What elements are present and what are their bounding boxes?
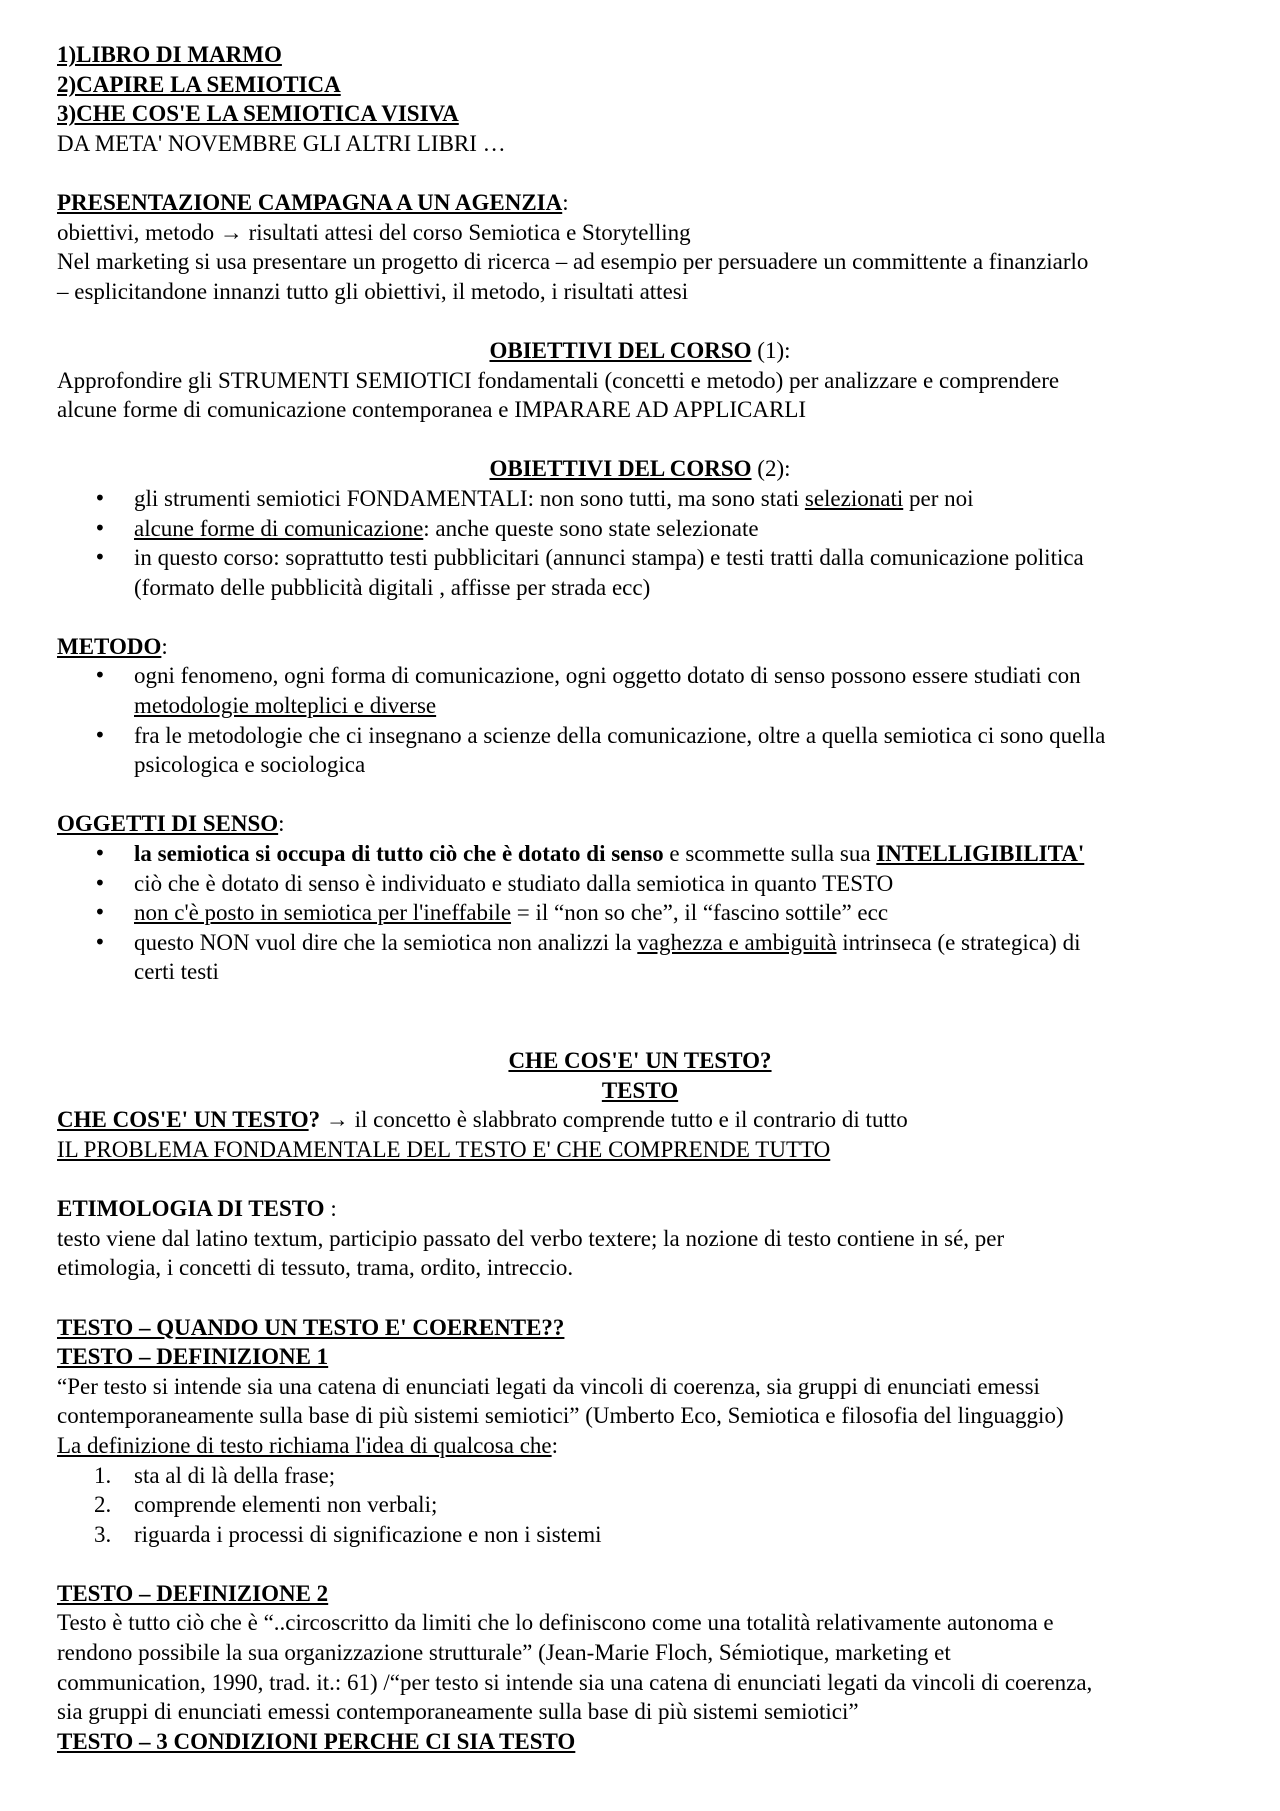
text: = il “non so che”, il “fascino sottile” ecc	[511, 900, 889, 926]
text: → il concetto è slabbrato comprende tutto e il contrario di tutto	[320, 1107, 908, 1133]
list-item	[57, 928, 1223, 987]
list-item	[57, 484, 1223, 514]
text: ciò che è dotato di senso è individuato e studiato dalla semiotica in quanto TESTO	[134, 870, 894, 896]
condizioni-heading: TESTO – 3 CONDIZIONI PERCHE CI SIA TESTO	[57, 1728, 576, 1754]
list-item	[57, 1461, 1223, 1491]
metodo-title: METODO	[57, 633, 162, 659]
colon: :	[551, 1432, 559, 1458]
text: ogni fenomeno, ogni forma di comunicazione, ogni oggetto dotato di senso possono essere studiati con	[134, 663, 1081, 689]
oggetti-title: OGGETTI DI SENSO	[57, 811, 279, 837]
colon: :	[278, 811, 285, 837]
list-item	[57, 543, 1223, 602]
list-number: 1.	[94, 1462, 112, 1488]
presentazione-line-2: Nel marketing si usa presentare un progetto di ricerca – ad esempio per persuadere un committente a finanziarlo	[57, 249, 1089, 275]
list-number: 2.	[94, 1492, 112, 1518]
book-3: 3)CHE COS'E LA SEMIOTICA VISIVA	[57, 101, 459, 127]
obiettivi-2-heading	[57, 454, 1223, 484]
text: certi testi	[134, 959, 219, 985]
bold-underlined-text: INTELLIGIBILITA'	[876, 841, 1085, 867]
text: fra le metodologie che ci insegnano a scienze della comunicazione, oltre a quella semiotica ci sono quella	[134, 722, 1106, 748]
text: psicologica e sociologica	[134, 752, 366, 778]
definizione-2-line-3: communication, 1990, trad. it.: 61) /“per testo si intende sia una catena di enunciati legati da vincoli di coerenza,	[57, 1669, 1093, 1695]
list-item	[57, 839, 1223, 869]
obiettivi-2-suffix: (2):	[751, 456, 791, 482]
testo-heading-1: CHE COS'E' UN TESTO?	[508, 1048, 772, 1074]
presentazione-line-3: – esplicitandone innanzi tutto gli obiettivi, il metodo, i risultati attesi	[57, 278, 689, 304]
colon: :	[562, 189, 569, 215]
colon: :	[324, 1196, 337, 1222]
presentazione-title: PRESENTAZIONE CAMPAGNA A UN AGENZIA	[57, 189, 563, 215]
colon: :	[161, 633, 168, 659]
list-item	[57, 898, 1223, 928]
question-title: CHE COS'E' UN TESTO	[57, 1107, 309, 1133]
text: in questo corso: soprattutto testi pubblicitari (annunci stampa) e testi tratti dalla comunicazione politica	[134, 545, 1084, 571]
etimologia-heading	[57, 1194, 1223, 1224]
list-item	[57, 721, 1223, 780]
definizione-2-line-4: sia gruppi di enunciati emessi contemporaneamente sulla base di più sistemi semiotici”	[57, 1699, 859, 1725]
testo-heading-2: TESTO	[601, 1077, 679, 1103]
obiettivi-1-line-2: alcune forme di comunicazione contemporanea e IMPARARE AD APPLICARLI	[57, 397, 807, 423]
obiettivi-1-suffix: (1):	[751, 337, 791, 363]
list-item	[57, 661, 1223, 720]
book-1: 1)LIBRO DI MARMO	[57, 42, 282, 67]
text: comprende elementi non verbali;	[134, 1492, 438, 1518]
list-item	[57, 514, 1223, 544]
oggetti-heading	[57, 809, 1223, 839]
metodo-list	[57, 661, 1223, 779]
text: intrinseca (e strategica) di	[836, 929, 1081, 955]
presentazione-line-1: obiettivi, metodo → risultati attesi del corso Semiotica e Storytelling	[57, 219, 691, 245]
underlined-text: metodologie molteplici e diverse	[134, 693, 437, 719]
definizione-2-line-1: Testo è tutto ciò che è “..circoscritto da limiti che lo definiscono come una totalità relativamente autonoma e	[57, 1610, 1054, 1636]
obiettivi-1-heading	[57, 336, 1223, 366]
underlined-text: alcune forme di comunicazione	[134, 515, 424, 541]
definizione-2-line-2: rendono possibile la sua organizzazione strutturale” (Jean-Marie Floch, Sémiotique, marketing et	[57, 1640, 951, 1666]
definizione-1-intro	[57, 1431, 1223, 1461]
definizione-1-list	[57, 1461, 1223, 1550]
definizione-1-heading: TESTO – DEFINIZIONE 1	[57, 1344, 329, 1370]
text: questo NON vuol dire che la semiotica non analizzi la	[134, 929, 638, 955]
text: e scommette sulla sua	[663, 841, 877, 867]
bold-text: la semiotica si occupa di tutto ciò che è dotato di senso	[134, 841, 664, 867]
testo-problema: IL PROBLEMA FONDAMENTALE DEL TESTO E' CHE COMPRENDE TUTTO	[57, 1136, 831, 1162]
books-note: DA META' NOVEMBRE GLI ALTRI LIBRI …	[57, 130, 506, 156]
obiettivi-1-line-1: Approfondire gli STRUMENTI SEMIOTICI fondamentali (concetti e metodo) per analizzare e comprendere	[57, 367, 1060, 393]
testo-question	[57, 1105, 1223, 1135]
text: riguarda i processi di significazione e non i sistemi	[134, 1521, 602, 1547]
metodo-heading	[57, 632, 1223, 662]
underlined-text: vaghezza e ambiguità	[637, 929, 837, 955]
text: per noi	[903, 485, 974, 511]
list-number: 3.	[94, 1521, 112, 1547]
list-item	[57, 869, 1223, 899]
oggetti-list	[57, 839, 1223, 987]
obiettivi-1-title: OBIETTIVI DEL CORSO	[489, 337, 752, 363]
underlined-text: La definizione di testo richiama l'idea di qualcosa che	[57, 1432, 552, 1458]
text: (formato delle pubblicità digitali , affisse per strada ecc)	[134, 574, 651, 600]
definizione-1-line-2: contemporaneamente sulla base di più sistemi semiotici” (Umberto Eco, Semiotica e filosofia del linguaggio)	[57, 1403, 1064, 1429]
etimologia-line-2: etimologia, i concetti di tessuto, trama, ordito, intreccio.	[57, 1255, 574, 1281]
coerente-heading: TESTO – QUANDO UN TESTO E' COERENTE??	[57, 1314, 565, 1340]
text: gli strumenti semiotici FONDAMENTALI: non sono tutti, ma sono stati	[134, 485, 805, 511]
list-item	[57, 1520, 1223, 1550]
question-mark: ?	[308, 1107, 321, 1133]
text: : anche queste sono state selezionate	[423, 515, 759, 541]
definizione-1-line-1: “Per testo si intende sia una catena di enunciati legati da vincoli di coerenza, sia gruppi di enunciati emessi	[57, 1373, 1040, 1399]
underlined-text: non c'è posto in semiotica per l'ineffabile	[134, 900, 512, 926]
underlined-text: selezionati	[804, 485, 904, 511]
obiettivi-2-title: OBIETTIVI DEL CORSO	[489, 456, 752, 482]
presentazione-heading	[57, 188, 1223, 218]
etimologia-line-1: testo viene dal latino textum, participio passato del verbo textere; la nozione di testo contiene in sé, per	[57, 1225, 1005, 1251]
book-2: 2)CAPIRE LA SEMIOTICA	[57, 71, 341, 97]
obiettivi-2-list	[57, 484, 1223, 602]
definizione-2-heading: TESTO – DEFINIZIONE 2	[57, 1580, 329, 1606]
list-item	[57, 1490, 1223, 1520]
text: sta al di là della frase;	[134, 1462, 336, 1488]
etimologia-title: ETIMOLOGIA DI TESTO	[57, 1196, 325, 1222]
